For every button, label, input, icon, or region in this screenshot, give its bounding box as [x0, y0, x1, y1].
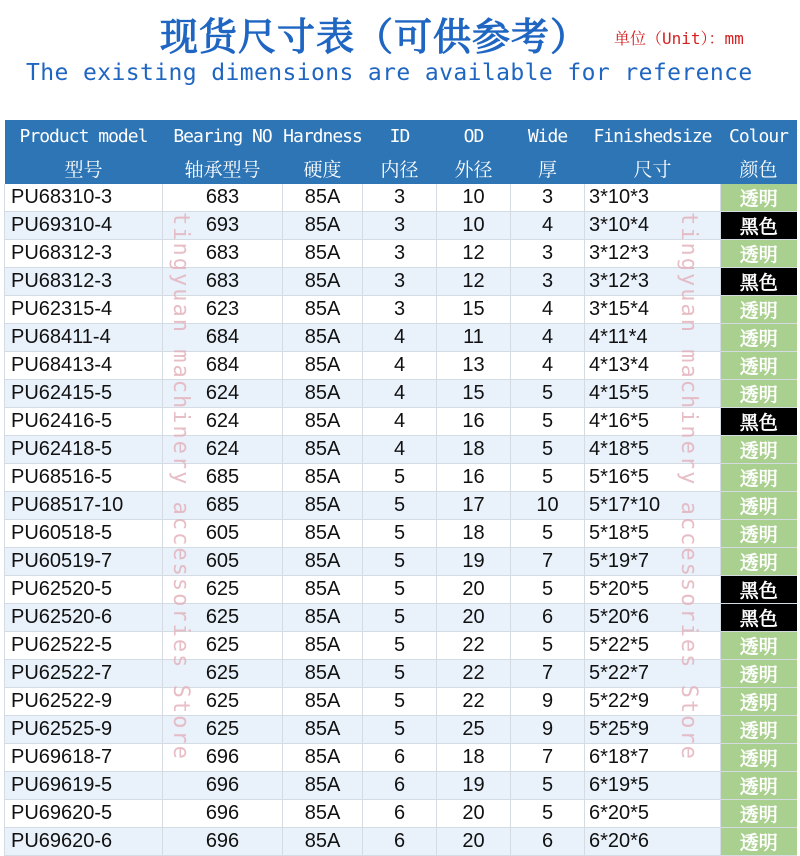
cell-product-model: PU69618-7: [5, 744, 163, 772]
cell-product-model: PU62520-5: [5, 576, 163, 604]
cell-finished-size: 6*19*5: [585, 772, 721, 800]
cell-width: 5: [511, 772, 585, 800]
cell-width: 7: [511, 660, 585, 688]
cell-hardness: 85A: [283, 576, 363, 604]
table-row: [5, 828, 797, 856]
cell-bearing-no: 685: [163, 464, 283, 492]
cell-hardness: 85A: [283, 352, 363, 380]
cell-hardness: 85A: [283, 380, 363, 408]
col-header-product-model-cn: 型号: [5, 152, 163, 184]
cell-inner-diameter: 4: [363, 324, 437, 352]
cell-inner-diameter: 5: [363, 520, 437, 548]
cell-inner-diameter: 5: [363, 464, 437, 492]
table-row: [5, 184, 797, 212]
cell-inner-diameter: 3: [363, 184, 437, 212]
cell-inner-diameter: 5: [363, 492, 437, 520]
cell-colour: 透明: [721, 184, 797, 212]
cell-product-model: PU62522-5: [5, 632, 163, 660]
cell-colour: 透明: [721, 436, 797, 464]
table-row: [5, 716, 797, 744]
cell-finished-size: 5*16*5: [585, 464, 721, 492]
cell-bearing-no: 605: [163, 548, 283, 576]
cell-product-model: PU62416-5: [5, 408, 163, 436]
cell-finished-size: 5*19*7: [585, 548, 721, 576]
cell-finished-size: 5*22*5: [585, 632, 721, 660]
cell-product-model: PU69620-6: [5, 828, 163, 856]
cell-product-model: PU69620-5: [5, 800, 163, 828]
cell-hardness: 85A: [283, 800, 363, 828]
cell-width: 9: [511, 716, 585, 744]
watermark-left: tingyuan machinery accessories Store: [168, 212, 193, 761]
table-row: [5, 632, 797, 660]
cell-finished-size: 3*12*3: [585, 240, 721, 268]
cell-product-model: PU69619-5: [5, 772, 163, 800]
cell-colour: 透明: [721, 632, 797, 660]
col-header-finished-size-cn: 尺寸: [585, 152, 721, 184]
col-header-bearing-no-cn: 轴承型号: [163, 152, 283, 184]
cell-width: 5: [511, 380, 585, 408]
cell-colour: 透明: [721, 324, 797, 352]
cell-bearing-no: 625: [163, 660, 283, 688]
cell-finished-size: 6*20*6: [585, 828, 721, 856]
cell-inner-diameter: 3: [363, 296, 437, 324]
cell-hardness: 85A: [283, 464, 363, 492]
cell-outer-diameter: 12: [437, 240, 511, 268]
table-row: [5, 352, 797, 380]
table-row: [5, 576, 797, 604]
cell-finished-size: 4*15*5: [585, 380, 721, 408]
cell-outer-diameter: 18: [437, 744, 511, 772]
cell-width: 5: [511, 436, 585, 464]
cell-width: 3: [511, 184, 585, 212]
cell-width: 5: [511, 576, 585, 604]
cell-outer-diameter: 12: [437, 268, 511, 296]
col-header-wide-cn: 厚: [511, 152, 585, 184]
cell-product-model: PU62418-5: [5, 436, 163, 464]
table-row: [5, 604, 797, 632]
table-row: [5, 744, 797, 772]
table-row: [5, 296, 797, 324]
cell-product-model: PU60519-7: [5, 548, 163, 576]
cell-hardness: 85A: [283, 408, 363, 436]
cell-bearing-no: 624: [163, 408, 283, 436]
cell-bearing-no: 696: [163, 744, 283, 772]
cell-finished-size: 6*20*5: [585, 800, 721, 828]
cell-outer-diameter: 19: [437, 548, 511, 576]
cell-finished-size: 4*11*4: [585, 324, 721, 352]
cell-width: 4: [511, 212, 585, 240]
cell-colour: 透明: [721, 744, 797, 772]
cell-bearing-no: 696: [163, 828, 283, 856]
table-body: [5, 184, 797, 856]
table-row: [5, 436, 797, 464]
col-header-wide: Wide: [511, 120, 585, 152]
cell-width: 5: [511, 800, 585, 828]
cell-inner-diameter: 6: [363, 828, 437, 856]
table-row: [5, 408, 797, 436]
col-header-product-model: Product model: [5, 120, 163, 152]
cell-bearing-no: 605: [163, 520, 283, 548]
cell-bearing-no: 624: [163, 380, 283, 408]
cell-inner-diameter: 4: [363, 436, 437, 464]
cell-colour: 透明: [721, 296, 797, 324]
cell-bearing-no: 625: [163, 716, 283, 744]
cell-outer-diameter: 15: [437, 380, 511, 408]
cell-colour: 透明: [721, 660, 797, 688]
cell-inner-diameter: 4: [363, 352, 437, 380]
cell-bearing-no: 696: [163, 800, 283, 828]
cell-colour: 黑色: [721, 268, 797, 296]
cell-product-model: PU68516-5: [5, 464, 163, 492]
cell-product-model: PU68413-4: [5, 352, 163, 380]
cell-hardness: 85A: [283, 492, 363, 520]
cell-width: 4: [511, 296, 585, 324]
table-row: [5, 800, 797, 828]
cell-inner-diameter: 4: [363, 408, 437, 436]
cell-hardness: 85A: [283, 772, 363, 800]
cell-product-model: PU68310-3: [5, 184, 163, 212]
cell-inner-diameter: 5: [363, 576, 437, 604]
cell-outer-diameter: 20: [437, 828, 511, 856]
cell-hardness: 85A: [283, 744, 363, 772]
cell-width: 7: [511, 744, 585, 772]
table-row: [5, 268, 797, 296]
cell-bearing-no: 683: [163, 184, 283, 212]
cell-outer-diameter: 22: [437, 688, 511, 716]
cell-bearing-no: 625: [163, 688, 283, 716]
cell-colour: 透明: [721, 772, 797, 800]
cell-bearing-no: 683: [163, 268, 283, 296]
cell-outer-diameter: 20: [437, 604, 511, 632]
cell-colour: 透明: [721, 828, 797, 856]
cell-width: 7: [511, 548, 585, 576]
cell-colour: 黑色: [721, 576, 797, 604]
unit-label: 单位（Unit）：mm: [614, 29, 744, 48]
cell-bearing-no: 684: [163, 324, 283, 352]
cell-outer-diameter: 15: [437, 296, 511, 324]
table-row: [5, 324, 797, 352]
cell-bearing-no: 683: [163, 240, 283, 268]
cell-product-model: PU68312-3: [5, 240, 163, 268]
cell-hardness: 85A: [283, 184, 363, 212]
cell-product-model: PU62525-9: [5, 716, 163, 744]
cell-colour: 透明: [721, 240, 797, 268]
col-header-hardness-cn: 硬度: [283, 152, 363, 184]
cell-hardness: 85A: [283, 520, 363, 548]
cell-finished-size: 5*20*6: [585, 604, 721, 632]
table-row: [5, 660, 797, 688]
cell-hardness: 85A: [283, 268, 363, 296]
col-header-id: ID: [363, 120, 437, 152]
cell-finished-size: 5*22*9: [585, 688, 721, 716]
cell-outer-diameter: 22: [437, 632, 511, 660]
cell-product-model: PU62315-4: [5, 296, 163, 324]
cell-colour: 黑色: [721, 604, 797, 632]
col-header-od: OD: [437, 120, 511, 152]
cell-colour: 透明: [721, 492, 797, 520]
cell-hardness: 85A: [283, 212, 363, 240]
cell-finished-size: 5*17*10: [585, 492, 721, 520]
cell-colour: 透明: [721, 548, 797, 576]
cell-finished-size: 3*15*4: [585, 296, 721, 324]
col-header-colour: Colour: [721, 120, 797, 152]
cell-colour: 透明: [721, 464, 797, 492]
cell-outer-diameter: 10: [437, 212, 511, 240]
cell-width: 5: [511, 520, 585, 548]
cell-hardness: 85A: [283, 240, 363, 268]
cell-outer-diameter: 18: [437, 436, 511, 464]
cell-finished-size: 4*13*4: [585, 352, 721, 380]
cell-finished-size: 4*16*5: [585, 408, 721, 436]
cell-hardness: 85A: [283, 436, 363, 464]
col-header-id-cn: 内径: [363, 152, 437, 184]
cell-inner-diameter: 6: [363, 744, 437, 772]
cell-finished-size: 4*18*5: [585, 436, 721, 464]
cell-bearing-no: 625: [163, 576, 283, 604]
table-row: [5, 520, 797, 548]
watermark-right: tingyuan machinery accessories Store: [676, 212, 701, 761]
cell-inner-diameter: 6: [363, 772, 437, 800]
cell-width: 10: [511, 492, 585, 520]
cell-product-model: PU68312-3: [5, 268, 163, 296]
cell-hardness: 85A: [283, 660, 363, 688]
cell-hardness: 85A: [283, 632, 363, 660]
cell-outer-diameter: 10: [437, 184, 511, 212]
cell-bearing-no: 623: [163, 296, 283, 324]
cell-width: 4: [511, 324, 585, 352]
cell-outer-diameter: 22: [437, 660, 511, 688]
cell-product-model: PU62522-7: [5, 660, 163, 688]
cell-inner-diameter: 3: [363, 268, 437, 296]
cell-outer-diameter: 20: [437, 800, 511, 828]
cell-bearing-no: 625: [163, 632, 283, 660]
table-row: [5, 492, 797, 520]
cell-hardness: 85A: [283, 688, 363, 716]
cell-width: 3: [511, 240, 585, 268]
cell-product-model: PU62415-5: [5, 380, 163, 408]
cell-width: 5: [511, 464, 585, 492]
cell-colour: 黑色: [721, 212, 797, 240]
table-row: [5, 464, 797, 492]
cell-inner-diameter: 5: [363, 716, 437, 744]
cell-colour: 透明: [721, 380, 797, 408]
cell-bearing-no: 685: [163, 492, 283, 520]
cell-product-model: PU68517-10: [5, 492, 163, 520]
cell-inner-diameter: 5: [363, 548, 437, 576]
cell-inner-diameter: 3: [363, 212, 437, 240]
cell-finished-size: 3*12*3: [585, 268, 721, 296]
cell-width: 5: [511, 632, 585, 660]
table-row: [5, 240, 797, 268]
cell-finished-size: 5*25*9: [585, 716, 721, 744]
page-subtitle: The existing dimensions are available for reference: [26, 60, 753, 86]
cell-outer-diameter: 16: [437, 464, 511, 492]
cell-outer-diameter: 13: [437, 352, 511, 380]
cell-colour: 黑色: [721, 408, 797, 436]
cell-hardness: 85A: [283, 296, 363, 324]
cell-width: 6: [511, 604, 585, 632]
cell-outer-diameter: 11: [437, 324, 511, 352]
cell-finished-size: 6*18*7: [585, 744, 721, 772]
cell-width: 4: [511, 352, 585, 380]
cell-finished-size: 5*18*5: [585, 520, 721, 548]
table-row: [5, 548, 797, 576]
cell-finished-size: 3*10*3: [585, 184, 721, 212]
cell-outer-diameter: 20: [437, 576, 511, 604]
cell-bearing-no: 624: [163, 436, 283, 464]
col-header-finished-size: Finishedsize: [585, 120, 721, 152]
col-header-bearing-no: Bearing NO: [163, 120, 283, 152]
cell-inner-diameter: 4: [363, 380, 437, 408]
cell-outer-diameter: 18: [437, 520, 511, 548]
dimensions-table: [4, 120, 797, 856]
cell-inner-diameter: 6: [363, 800, 437, 828]
header: [0, 0, 800, 118]
header-row-english: [5, 120, 797, 152]
cell-outer-diameter: 25: [437, 716, 511, 744]
cell-colour: 透明: [721, 800, 797, 828]
table-row: [5, 688, 797, 716]
cell-outer-diameter: 19: [437, 772, 511, 800]
col-header-hardness: Hardness: [283, 120, 363, 152]
table-row: [5, 772, 797, 800]
cell-inner-diameter: 5: [363, 632, 437, 660]
cell-product-model: PU62522-9: [5, 688, 163, 716]
cell-width: 3: [511, 268, 585, 296]
cell-inner-diameter: 3: [363, 240, 437, 268]
header-row-chinese: [5, 152, 797, 184]
cell-hardness: 85A: [283, 604, 363, 632]
cell-width: 6: [511, 828, 585, 856]
cell-colour: 透明: [721, 716, 797, 744]
cell-bearing-no: 684: [163, 352, 283, 380]
cell-colour: 透明: [721, 688, 797, 716]
cell-product-model: PU68411-4: [5, 324, 163, 352]
cell-finished-size: 5*20*5: [585, 576, 721, 604]
cell-width: 9: [511, 688, 585, 716]
cell-outer-diameter: 17: [437, 492, 511, 520]
cell-product-model: PU60518-5: [5, 520, 163, 548]
col-header-od-cn: 外径: [437, 152, 511, 184]
cell-inner-diameter: 5: [363, 604, 437, 632]
cell-bearing-no: 693: [163, 212, 283, 240]
cell-hardness: 85A: [283, 324, 363, 352]
cell-finished-size: 5*22*7: [585, 660, 721, 688]
cell-hardness: 85A: [283, 548, 363, 576]
cell-bearing-no: 625: [163, 604, 283, 632]
cell-width: 5: [511, 408, 585, 436]
page-title: 现货尺寸表（可供参考）: [160, 15, 590, 59]
cell-inner-diameter: 5: [363, 660, 437, 688]
cell-colour: 透明: [721, 352, 797, 380]
cell-product-model: PU69310-4: [5, 212, 163, 240]
cell-hardness: 85A: [283, 716, 363, 744]
table-row: [5, 380, 797, 408]
table-row: [5, 212, 797, 240]
cell-finished-size: 3*10*4: [585, 212, 721, 240]
cell-hardness: 85A: [283, 828, 363, 856]
cell-colour: 透明: [721, 520, 797, 548]
cell-product-model: PU62520-6: [5, 604, 163, 632]
col-header-colour-cn: 颜色: [721, 152, 797, 184]
cell-inner-diameter: 5: [363, 688, 437, 716]
cell-bearing-no: 696: [163, 772, 283, 800]
cell-outer-diameter: 16: [437, 408, 511, 436]
